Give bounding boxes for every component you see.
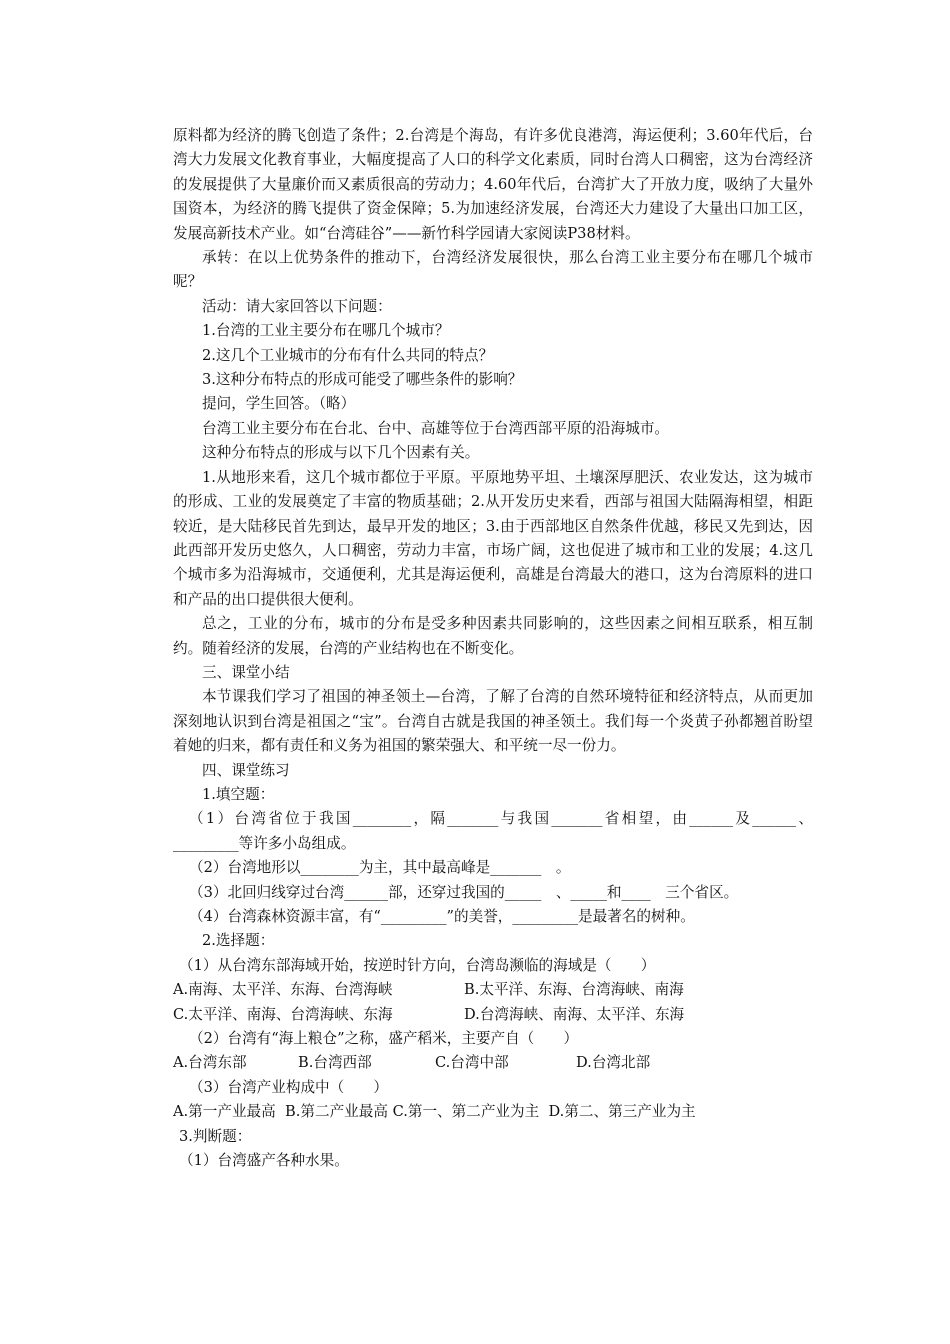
section-heading: 三、课堂小结: [202, 663, 290, 681]
fill-blank-item: （1）台湾省位于我国________，隔_______与我国_______省相望，由______及______、_________等许多小岛组成。: [173, 810, 813, 852]
paragraph: 这种分布特点的形成与以下几个因素有关。: [202, 444, 480, 462]
choice-option: D.台湾海峡、南海、太平洋、东海: [464, 1005, 685, 1023]
choice-question: （2）台湾有“海上粮仓”之称，盛产稻米，主要产自（ ）: [189, 1030, 579, 1048]
paragraph: 3.这种分布特点的形成可能受了哪些条件的影响？: [202, 371, 523, 389]
choice-options: [173, 1003, 813, 1027]
section-heading: 四、课堂练习: [202, 761, 290, 779]
choice-question: （3）台湾产业构成中（ ）: [189, 1078, 389, 1096]
paragraph: 2.这几个工业城市的分布有什么共同的特点？: [202, 346, 494, 364]
choice-option: B.太平洋、东海、台湾海峡、南海: [464, 981, 684, 999]
paragraph: 提问，学生回答。（略）: [202, 395, 356, 413]
paragraph: 总之，工业的分布，城市的分布是受多种因素共同影响的，这些因素之间相互联系，相互制约。随着经济的发展，台湾的产业结构也在不断变化。: [173, 615, 813, 657]
judge-title: 3.判断题：: [179, 1127, 252, 1145]
choice-option: A.南海、太平洋、东海、台湾海峡: [173, 981, 393, 999]
paragraph: 承转：在以上优势条件的推动下，台湾经济发展很快，那么台湾工业主要分布在哪几个城市呢？: [173, 249, 813, 291]
choice-option: C.太平洋、南海、台湾海峡、东海: [173, 1005, 393, 1023]
fill-blank-title: 1.填空题：: [202, 785, 275, 803]
paragraph: 1.从地形来看，这几个城市都位于平原。平原地势平坦、土壤深厚肥沃、农业发达，这为城市的形成、工业的发展奠定了丰富的物质基础；2.从开发历史来看，西部与祖国大陆隔海相望，相距较近，是大陆移民首先到达，最早开发的地区；3.由于西部地区自然条件优越，移民又先到达，因此西部开发历史悠久，人口稠密，劳动力丰富，市场广阔，这也促进了城市和工业的发展；4.这几个城市多为沿海城市，交通便利，尤其是海运便利，高雄是台湾最大的港口，这为台湾原料的进口和产品的出口提供很大便利。: [173, 468, 813, 608]
choice-option: D.台湾北部: [576, 1054, 651, 1072]
fill-blank-item: （2）台湾地形以________为主，其中最高峰是_______ 。: [189, 859, 571, 877]
choice-options: [173, 978, 813, 1002]
fill-blank-item: （4）台湾森林资源丰富，有“_________”的美誉，_________是最著名的树种。: [189, 908, 695, 925]
paragraph: 原料都为经济的腾飞创造了条件；2.台湾是个海岛，有许多优良港湾，海运便利；3.60年代后，台湾大力发展文化教育事业，大幅度提高了人口的科学文化素质，同时台湾人口稠密，这为台湾经济的发展提供了大量廉价而又素质很高的劳动力；4.60年代后，台湾扩大了开放力度，吸纳了大量外国资本，为经济的腾飞提供了资金保障；5.为加速经济发展，台湾还大力建设了大量出口加工区，发展高新技术产业。如“台湾硅谷”——新竹科学园请大家阅读P38材料。: [173, 127, 813, 242]
choice-options-line: A.第一产业最高 B.第二产业最高 C.第一、第二产业为主 D.第二、第三产业为主: [173, 1103, 696, 1121]
choice-option: C.台湾中部: [435, 1054, 509, 1072]
judge-item: （1）台湾盛产各种水果。: [179, 1152, 349, 1170]
choice-options: [173, 1051, 813, 1075]
choice-question: （1）从台湾东部海域开始，按逆时针方向，台湾岛濒临的海域是（ ）: [179, 956, 656, 974]
paragraph: 台湾工业主要分布在台北、台中、高雄等位于台湾西部平原的沿海城市。: [202, 419, 670, 437]
paragraph: 1.台湾的工业主要分布在哪几个城市？: [202, 322, 450, 340]
paragraph: 活动：请大家回答以下问题：: [202, 297, 392, 315]
document-body: [173, 124, 813, 1173]
choice-option: A.台湾东部: [173, 1054, 247, 1072]
fill-blank-item: （3）北回归线穿过台湾______部，还穿过我国的_____ 、_____和____ 三个省区。: [189, 883, 739, 901]
choice-title: 2.选择题：: [202, 932, 275, 950]
paragraph: 本节课我们学习了祖国的神圣领土—台湾，了解了台湾的自然环境特征和经济特点，从而更加深刻地认识到台湾是祖国之“宝”。台湾自古就是我国的神圣领土。我们每一个炎黄子孙都翘首盼望着她的归来，都有责任和义务为祖国的繁荣强大、和平统一尽一份力。: [173, 688, 813, 755]
choice-option: B.台湾西部: [298, 1054, 372, 1072]
